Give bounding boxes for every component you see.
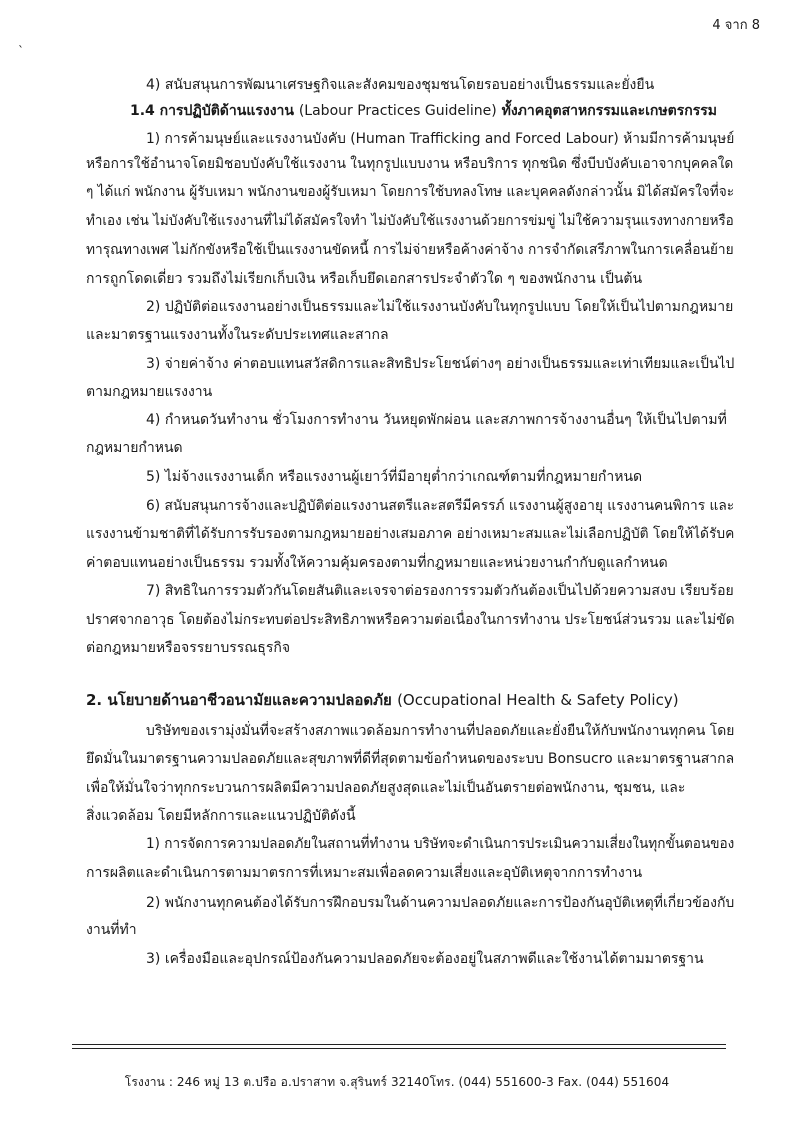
heading-title: 2. นโยบายด้านอาชีวอนามัยและความปลอดภัย xyxy=(86,691,392,709)
paragraph-line: เพื่อให้มั่นใจว่าทุกกระบวนการผลิตมีความปลอดภัยสูงสุดและไม่เป็นอันตรายต่อพนักงาน, ชุมชน, และ xyxy=(86,780,686,796)
paragraph-line: 7) สิทธิในการรวมตัวกันโดยสันติและเจรจาต่อรองการรวมตัวกันต้องเป็นไปด้วยความสงบ เรียบร้อย xyxy=(146,583,734,599)
section-heading-1-4 xyxy=(130,102,717,120)
heading-english-title: (Occupational Health & Safety Policy) xyxy=(397,691,679,709)
paragraph-line: การผลิตและดำเนินการตามมาตรการที่เหมาะสมเพื่อลดความเสี่ยงและอุบัติเหตุจากการทำงาน xyxy=(86,865,643,881)
footer-divider xyxy=(72,1044,726,1045)
paragraph-line: ๆ ได้แก่ พนักงาน ผู้รับเหมา พนักงานของผู้รับเหมา โดยการใช้บทลงโทษ และบุคคลดังกล่าวนั้น มิได้สมัครใจที่จะ xyxy=(86,184,735,200)
paragraph-line: และมาตรฐานแรงงานทั้งในระดับประเทศและสากล xyxy=(86,327,389,343)
footer-divider xyxy=(72,1048,726,1049)
paragraph-line: 5) ไม่จ้างแรงงานเด็ก หรือแรงงานผู้เยาว์ที่มีอายุต่ำกว่าเกณฑ์ตามที่กฎหมายกำหนด xyxy=(146,469,643,485)
paragraph-line: ทำเอง เช่น ไม่บังคับใช้แรงงานที่ไม่ได้สมัครใจทำ ไม่บังคับใช้แรงงานด้วยการข่มขู่ ไม่ใช้ความรุนแรงทางกายหรือ xyxy=(86,213,734,229)
paragraph-line: หรือการใช้อำนาจโดยมิชอบบังคับใช้แรงงาน ในทุกรูปแบบงาน หรือบริการ ทุกชนิด ซึ่งบีบบังคับเอาจากบุคคลใด xyxy=(86,156,734,172)
paragraph-line: การถูกโดดเดี่ยว รวมถึงไม่เรียกเก็บเงิน หรือเก็บยึดเอกสารประจำตัวใด ๆ ของพนักงาน เป็นต้น xyxy=(86,271,643,287)
paragraph-line: ทารุณทางเพศ ไม่กักขังหรือใช้เป็นแรงงานขัดหนี้ การไม่จ่ายหรือค้างค่าจ้าง การจำกัดเสรีภาพในการเคลื่อนย้าย xyxy=(86,242,734,258)
paragraph-line: ตามกฎหมายแรงงาน xyxy=(86,384,213,400)
paragraph-line: กฎหมายกำหนด xyxy=(86,440,183,456)
heading-number-title: 1.4 การปฏิบัติด้านแรงงาน xyxy=(130,103,294,119)
paragraph-line: 4) กำหนดวันทำงาน ชั่วโมงการทำงาน วันหยุดพักผ่อน และสภาพการจ้างงานอื่นๆ ให้เป็นไปตามที่ xyxy=(146,412,727,428)
paragraph-line: 1) การค้ามนุษย์และแรงงานบังคับ (Human Trafficking and Forced Labour) ห้ามมีการค้ามนุษย์ xyxy=(146,131,735,147)
paragraph-line: บริษัทของเรามุ่งมั่นที่จะสร้างสภาพแวดล้อมการทำงานที่ปลอดภัยและยั่งยืนให้กับพนักงานทุกคน โดย xyxy=(146,723,735,739)
page-number: 4 จาก 8 xyxy=(712,18,760,33)
section-heading-2 xyxy=(86,691,679,709)
heading-english-title: (Labour Practices Guideline) xyxy=(298,103,497,119)
scan-mark: ` xyxy=(18,44,24,58)
paragraph-line: ปราศจากอาวุธ โดยต้องไม่กระทบต่อประสิทธิภาพหรือความต่อเนื่องในการทำงาน ประโยชน์ส่วนรวม และไม่ขัด xyxy=(86,612,735,628)
paragraph-line: 1) การจัดการความปลอดภัยในสถานที่ทำงาน บริษัทจะดำเนินการประเมินความเสี่ยงในทุกขั้นตอนของ xyxy=(146,836,735,852)
paragraph-line: แรงงานข้ามชาติที่ได้รับการรับรองตามกฎหมายอย่างเสมอภาค อย่างเหมาะสมและไม่เลือกปฏิบัติ โดยให้ได้รับค xyxy=(86,526,735,542)
paragraph-line: ต่อกฎหมายหรือจรรยาบรรณธุรกิจ xyxy=(86,640,291,656)
paragraph-line: 6) สนับสนุนการจ้างและปฏิบัติต่อแรงงานสตรีและสตรีมีครรภ์ แรงงานผู้สูงอายุ แรงงานคนพิการ และ xyxy=(146,498,735,514)
paragraph-line: ยึดมั่นในมาตรฐานความปลอดภัยและสุขภาพที่ดีที่สุดตามข้อกำหนดของระบบ Bonsucro และมาตรฐานสากล xyxy=(86,751,735,767)
paragraph-line: 4) สนับสนุนการพัฒนาเศรษฐกิจและสังคมของชุมชนโดยรอบอย่างเป็นธรรมและยั่งยืน xyxy=(146,77,655,93)
paragraph-line: งานที่ทำ xyxy=(86,922,137,938)
heading-scope: ทั้งภาคอุตสาหกรรมและเกษตรกรรม xyxy=(501,103,717,119)
paragraph-line: สิ่งแวดล้อม โดยมีหลักการและแนวปฏิบัติดังนี้ xyxy=(86,808,356,824)
paragraph-line: 3) เครื่องมือและอุปกรณ์ป้องกันความปลอดภัยจะต้องอยู่ในสภาพดีและใช้งานได้ตามมาตรฐาน xyxy=(146,951,704,967)
footer-address: โรงงาน : 246 หมู่ 13 ต.ปรือ อ.ปราสาท จ.สุรินทร์ 32140โทร. (044) 551600-3 Fax. (044) 551604 xyxy=(124,1075,670,1089)
paragraph-line: 2) พนักงานทุกคนต้องได้รับการฝึกอบรมในด้านความปลอดภัยและการป้องกันอุบัติเหตุที่เกี่ยวข้องกับ xyxy=(146,895,735,911)
paragraph-line: ค่าตอบแทนอย่างเป็นธรรม รวมทั้งให้ความคุ้มครองตามที่กฎหมายและหน่วยงานกำกับดูแลกำหนด xyxy=(86,555,668,571)
paragraph-line: 3) จ่ายค่าจ้าง ค่าตอบแทนสวัสดิการและสิทธิประโยชน์ต่างๆ อย่างเป็นธรรมและเท่าเทียมและเป็นไป xyxy=(146,356,735,372)
paragraph-line: 2) ปฏิบัติต่อแรงงานอย่างเป็นธรรมและไม่ใช้แรงงานบังคับในทุกรูปแบบ โดยให้เป็นไปตามกฎหมาย xyxy=(146,299,734,315)
